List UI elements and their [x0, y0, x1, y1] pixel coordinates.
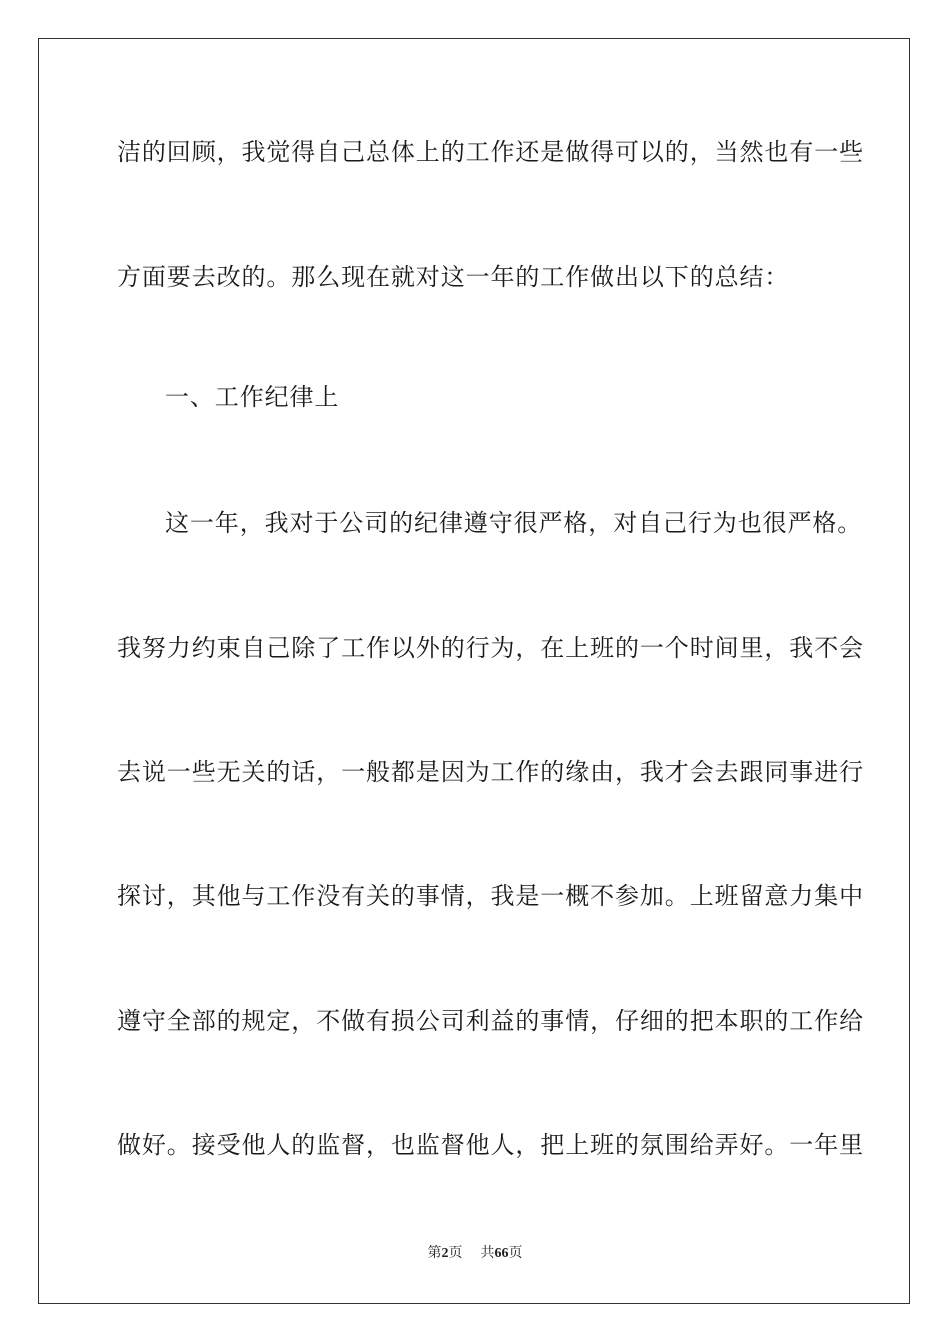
page-number: 2	[441, 1246, 449, 1261]
page-border	[38, 38, 910, 1304]
paragraph-line-6: 探讨，其他与工作没有关的事情，我是一概不参加。上班留意力集中	[117, 882, 864, 910]
paragraph-line-5: 去说一些无关的话，一般都是因为工作的缘由，我才会去跟同事进行	[117, 758, 864, 786]
paragraph-line-1: 洁的回顾，我觉得自己总体上的工作还是做得可以的，当然也有一些	[117, 138, 864, 166]
total-prefix: 共	[480, 1246, 495, 1261]
paragraph-line-4: 我努力约束自己除了工作以外的行为，在上班的一个时间里，我不会	[117, 634, 864, 662]
paragraph-line-8: 做好。接受他人的监督，也监督他人，把上班的氛围给弄好。一年里	[117, 1131, 864, 1159]
paragraph-line-3: 这一年，我对于公司的纪律遵守很严格，对自己行为也很严格。	[165, 509, 863, 537]
page-footer	[0, 1245, 950, 1263]
page-prefix: 第	[427, 1246, 442, 1261]
page-suffix: 页	[448, 1246, 463, 1261]
section-heading: 一、工作纪律上	[165, 383, 340, 411]
paragraph-line-7: 遵守全部的规定，不做有损公司利益的事情，仔细的把本职的工作给	[117, 1007, 864, 1035]
total-suffix: 页	[508, 1246, 523, 1261]
total-pages: 66	[494, 1246, 509, 1261]
paragraph-line-2: 方面要去改的。那么现在就对这一年的工作做出以下的总结：	[117, 263, 790, 291]
